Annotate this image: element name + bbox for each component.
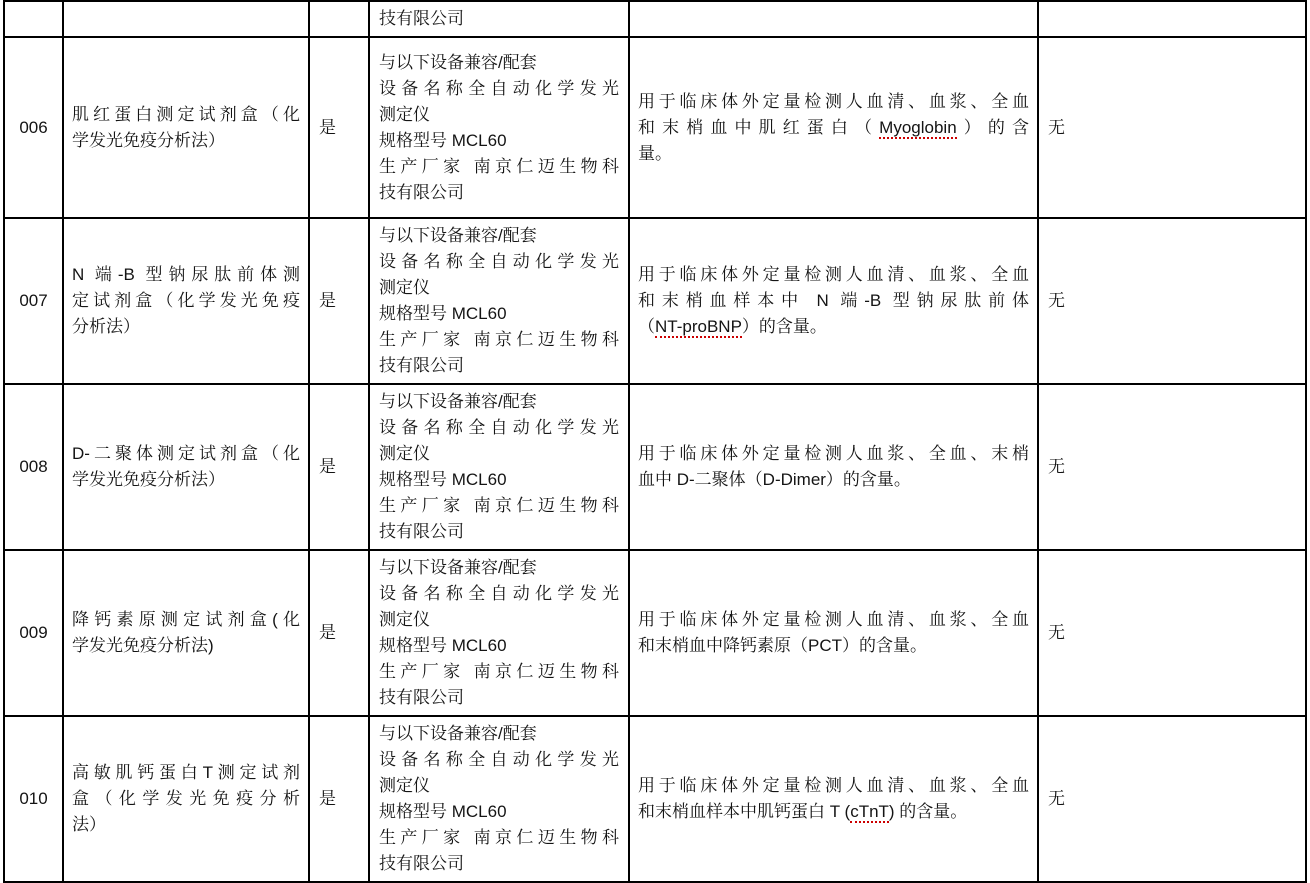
text-segment: 和末梢血样本中肌钙蛋白 T (: [638, 802, 851, 821]
text-line: 规格型号 MCL60: [379, 130, 507, 150]
text-line: 分析法）: [72, 317, 140, 336]
text-line: 设备名称全自动化学发光: [379, 418, 619, 437]
text-line: 与以下设备兼容/配套: [379, 226, 537, 245]
product-name-cell: [63, 37, 309, 218]
intended-use-cell: [629, 550, 1038, 716]
text-line: 设备名称全自动化学发光: [379, 252, 619, 271]
spellcheck-word: Myoglobin: [879, 117, 957, 137]
text-line: 生产厂家 南京仁迈生物科: [379, 662, 619, 681]
text-line: 测定仪: [379, 444, 430, 463]
text-line: 高敏肌钙蛋白T测定试剂: [72, 763, 300, 782]
text-line: 定试剂盒（化学发光免疫: [72, 291, 300, 310]
text-line: [638, 799, 1029, 825]
text-line: [638, 633, 1029, 659]
text-line: 设备名称全自动化学发光: [379, 78, 619, 98]
serial-cell: 006: [4, 37, 63, 218]
text-line: 降钙素原测定试剂盒(化: [72, 610, 300, 629]
product-name-cell: [63, 218, 309, 384]
table-row-006: [4, 37, 1306, 218]
text-line: 与以下设备兼容/配套: [379, 52, 537, 72]
equipment-cell: [369, 1, 629, 37]
text-line: 与以下设备兼容/配套: [379, 558, 537, 577]
text-line: [638, 607, 1029, 633]
equipment-cell: [369, 716, 629, 882]
serial-cell: 008: [4, 384, 63, 550]
equipment-cell: [369, 384, 629, 550]
text-line: [638, 441, 1029, 467]
intended-use-cell: [629, 716, 1038, 882]
text-segment: 和末梢血中降钙素原（PCT）的含量。: [638, 636, 927, 655]
flag-cell: [309, 1, 369, 37]
product-name-cell: [63, 384, 309, 550]
note-cell: 无: [1038, 716, 1306, 882]
text-line: 学发光免疫分析法）: [72, 130, 225, 150]
product-name-cell: [63, 550, 309, 716]
equipment-cell: [369, 218, 629, 384]
text-line: 规格型号 MCL60: [379, 636, 507, 655]
serial-cell: [4, 1, 63, 37]
text-line: 技有限公司: [379, 182, 464, 202]
table-row-008: [4, 384, 1306, 550]
text-segment: 用于临床体外定量检测人血清、血浆、全血: [638, 776, 1029, 795]
text-line: 盒（化学发光免疫分析: [72, 789, 300, 808]
text-line: 肌红蛋白测定试剂盒（化: [72, 104, 300, 124]
text-line: 生产厂家 南京仁迈生物科: [379, 156, 619, 176]
product-name-cell: [63, 716, 309, 882]
serial-cell: 007: [4, 218, 63, 384]
flag-cell: 是: [309, 37, 369, 218]
text-line: 技有限公司: [379, 522, 464, 541]
text-line: D-二聚体测定试剂盒（化: [72, 444, 300, 463]
text-line: 技有限公司: [379, 356, 464, 375]
text-line: [638, 115, 1029, 141]
text-line: 测定仪: [379, 278, 430, 297]
spellcheck-word: NT-proBNP: [655, 317, 742, 336]
text-line: 规格型号 MCL60: [379, 470, 507, 489]
text-line: 技有限公司: [379, 854, 464, 873]
text-line: 技有限公司: [379, 9, 464, 28]
note-cell: 无: [1038, 384, 1306, 550]
text-line: 设备名称全自动化学发光: [379, 750, 619, 769]
text-line: 测定仪: [379, 776, 430, 795]
text-line: 生产厂家 南京仁迈生物科: [379, 330, 619, 349]
text-line: 法）: [72, 815, 106, 834]
text-line: [638, 288, 1029, 314]
text-line: 生产厂家 南京仁迈生物科: [379, 496, 619, 515]
text-segment: 量。: [638, 143, 672, 163]
text-segment: ）的含量。: [741, 317, 827, 336]
text-segment: 血中 D-二聚体（D-Dimer）的含量。: [638, 470, 911, 489]
table-row-009: [4, 550, 1306, 716]
product-name-cell: [63, 1, 309, 37]
text-line: 测定仪: [379, 610, 430, 629]
text-line: N 端-B 型钠尿肽前体测: [72, 265, 300, 284]
note-cell: [1038, 1, 1306, 37]
text-line: [638, 467, 1029, 493]
note-cell: 无: [1038, 37, 1306, 218]
table-row-010: [4, 716, 1306, 882]
text-line: 学发光免疫分析法）: [72, 470, 225, 489]
text-line: 学发光免疫分析法): [72, 636, 214, 655]
text-segment: 用于临床体外定量检测人血清、血浆、全血: [638, 265, 1029, 284]
text-line: [638, 773, 1029, 799]
text-line: 技有限公司: [379, 688, 464, 707]
text-line: 生产厂家 南京仁迈生物科: [379, 828, 619, 847]
text-line: 设备名称全自动化学发光: [379, 584, 619, 603]
table-row-partial: [4, 1, 1306, 37]
flag-cell: 是: [309, 384, 369, 550]
text-line: [638, 314, 1029, 340]
note-cell: 无: [1038, 550, 1306, 716]
text-segment: 和末梢血样本中 N 端-B 型钠尿肽前体: [638, 291, 1029, 310]
spellcheck-word: cTnT: [850, 802, 889, 821]
flag-cell: 是: [309, 716, 369, 882]
intended-use-cell: [629, 37, 1038, 218]
text-segment: 用于临床体外定量检测人血清、血浆、全血: [638, 91, 1029, 111]
serial-cell: 009: [4, 550, 63, 716]
intended-use-cell: [629, 1, 1038, 37]
table-body: [4, 1, 1306, 882]
flag-cell: 是: [309, 218, 369, 384]
text-line: 测定仪: [379, 104, 430, 124]
text-segment: ) 的含量。: [888, 802, 968, 821]
table-row-007: [4, 218, 1306, 384]
text-segment: 用于临床体外定量检测人血清、血浆、全血: [638, 610, 1029, 629]
text-line: [638, 262, 1029, 288]
text-line: 规格型号 MCL60: [379, 304, 507, 323]
text-line: 与以下设备兼容/配套: [379, 724, 537, 743]
text-line: [638, 141, 1029, 167]
intended-use-cell: [629, 384, 1038, 550]
registration-table: [3, 0, 1307, 883]
text-segment: 用于临床体外定量检测人血浆、全血、末梢: [638, 444, 1029, 463]
text-line: 与以下设备兼容/配套: [379, 392, 537, 411]
text-segment: ）的含: [956, 117, 1030, 137]
intended-use-cell: [629, 218, 1038, 384]
text-segment: （: [638, 317, 655, 336]
equipment-cell: [369, 37, 629, 218]
note-cell: 无: [1038, 218, 1306, 384]
text-segment: 和末梢血中肌红蛋白（: [638, 117, 880, 137]
flag-cell: 是: [309, 550, 369, 716]
text-line: [638, 89, 1029, 115]
text-line: 规格型号 MCL60: [379, 802, 507, 821]
equipment-cell: [369, 550, 629, 716]
serial-cell: 010: [4, 716, 63, 882]
